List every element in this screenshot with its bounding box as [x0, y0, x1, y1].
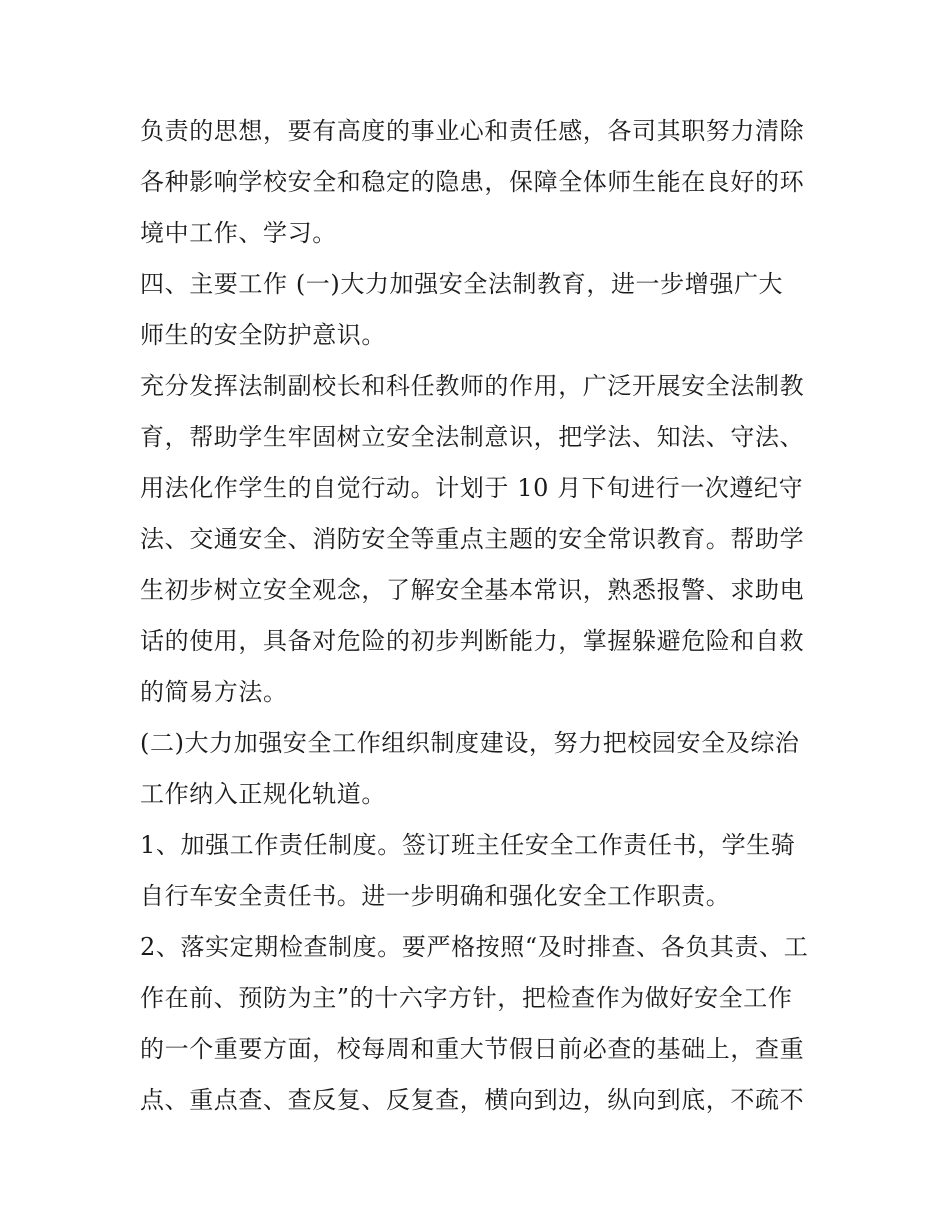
text-line: 生初步树立安全观念，了解安全基本常识，熟悉报警、求助电 [140, 576, 805, 604]
text-line: 的简易方法。 [140, 678, 288, 706]
text-line: 用法化作学生的自觉行动。计划于 10 月下旬进行一次遵纪守 [140, 474, 804, 502]
list-item-line: 1、加强工作责任制度。签订班主任安全工作责任书，学生骑 [140, 831, 796, 859]
text-line: 充分发挥法制副校长和科任教师的作用，广泛开展安全法制教 [140, 372, 805, 400]
list-item-line: 作在前、预防为主”的十六字方针，把检查作为做好安全工作 [140, 984, 793, 1012]
subsection-heading-line: (二)大力加强安全工作组织制度建设，努力把校园安全及综治 [140, 729, 800, 757]
document-body [140, 106, 820, 1126]
text-line: 法、交通安全、消防安全等重点主题的安全常识教育。帮助学 [140, 525, 805, 553]
text-line: 负责的思想，要有高度的事业心和责任感，各司其职努力清除 [140, 117, 805, 145]
section-heading-line: 四、主要工作 (一)大力加强安全法制教育，进一步增强广大 [140, 270, 784, 298]
list-item-line: 2、落实定期检查制度。要严格按照“及时排查、各负其责、工 [140, 933, 809, 961]
text-line: 各种影响学校安全和稳定的隐患，保障全体师生能在良好的环 [140, 168, 805, 196]
text-line: 境中工作、学习。 [140, 219, 337, 247]
text-line: 话的使用，具备对危险的初步判断能力，掌握躲避危险和自救 [140, 627, 805, 655]
list-item-line: 的一个重要方面，校每周和重大节假日前必查的基础上，查重 [140, 1035, 805, 1063]
text-line: 育，帮助学生牢固树立安全法制意识，把学法、知法、守法、 [140, 423, 805, 451]
list-item-line: 点、重点查、查反复、反复查，横向到边，纵向到底，不疏不 [140, 1086, 805, 1114]
section-heading-line: 师生的安全防护意识。 [140, 321, 386, 349]
list-item-line: 自行车安全责任书。进一步明确和强化安全工作职责。 [140, 882, 731, 910]
subsection-heading-line: 工作纳入正规化轨道。 [140, 780, 386, 808]
